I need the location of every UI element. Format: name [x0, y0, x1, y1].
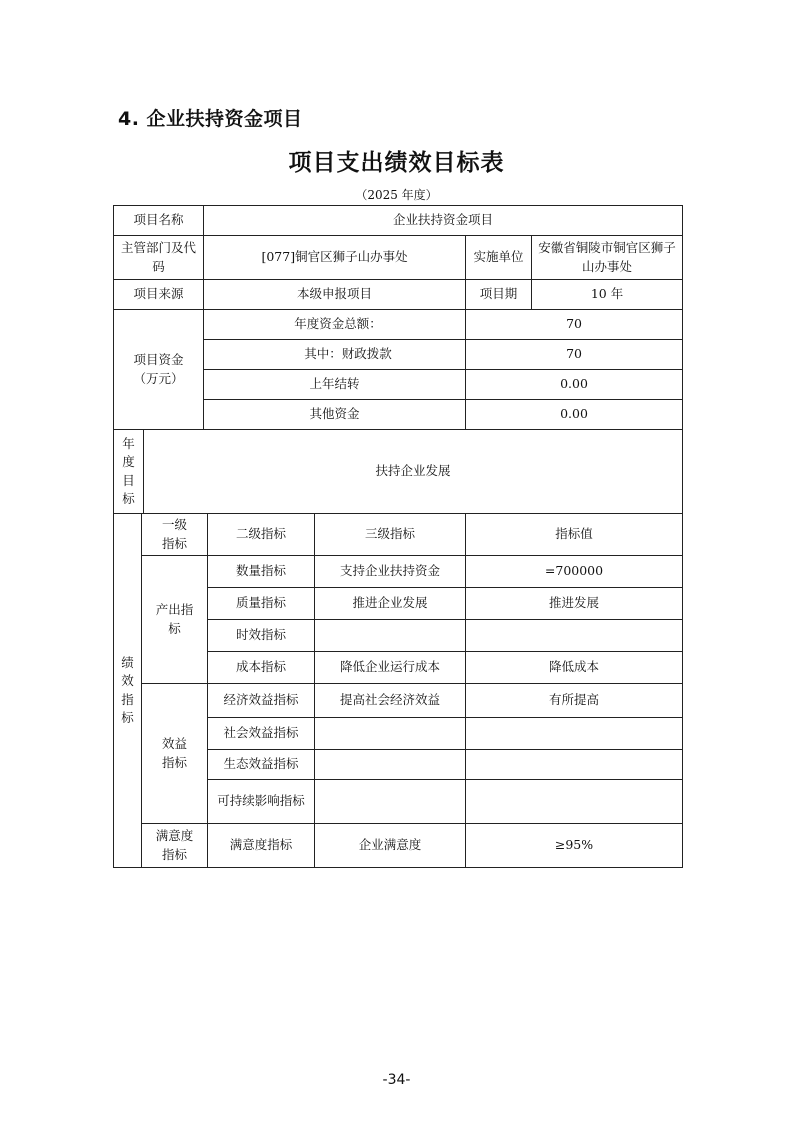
department-row	[114, 236, 683, 280]
annual-goal-row	[114, 430, 683, 514]
header-level1: 一级指标	[142, 514, 208, 556]
header-row	[114, 514, 683, 556]
performance-indicators-label	[114, 514, 142, 868]
project-period-label: 项目期	[466, 280, 532, 310]
funds-other-label: 其他资金	[204, 400, 466, 430]
project-info-table	[113, 205, 683, 514]
project-name-label: 项目名称	[114, 206, 204, 236]
project-source-label: 项目来源	[114, 280, 204, 310]
level3-cell: 推进企业发展	[315, 588, 466, 620]
table-row	[114, 556, 683, 588]
indicator-value-cell	[466, 620, 683, 652]
output-indicators-label: 产出指标	[142, 556, 208, 684]
project-name-row	[114, 206, 683, 236]
indicator-value-cell	[466, 780, 683, 824]
department-label: 主管部门及代码	[114, 236, 204, 280]
level2-cell: 社会效益指标	[208, 718, 315, 750]
funds-fiscal-label: 其中：财政拨款	[204, 340, 466, 370]
indicator-value-cell: 推进发展	[466, 588, 683, 620]
performance-table	[113, 513, 683, 868]
level2-cell: 满意度指标	[208, 824, 315, 868]
indicator-value-cell: 有所提高	[466, 684, 683, 718]
implementing-unit-value: 安徽省铜陵市铜官区狮子山办事处	[532, 236, 683, 280]
table-row	[114, 684, 683, 718]
annual-goal-value: 扶持企业发展	[144, 430, 683, 514]
project-funds-label-line2: （万元）	[133, 370, 184, 386]
annual-goal-label-text: 年 度 目 标	[122, 436, 135, 506]
annual-goal-label	[114, 430, 144, 514]
funds-other-value: 0.00	[466, 400, 683, 430]
funds-row	[114, 310, 683, 340]
level3-cell: 企业满意度	[315, 824, 466, 868]
level3-cell	[315, 620, 466, 652]
header-level2: 二级指标	[208, 514, 315, 556]
level2-cell: 成本指标	[208, 652, 315, 684]
indicator-value-cell: 降低成本	[466, 652, 683, 684]
level3-cell	[315, 780, 466, 824]
level2-cell: 质量指标	[208, 588, 315, 620]
level3-cell: 降低企业运行成本	[315, 652, 466, 684]
funds-carryover-label: 上年结转	[204, 370, 466, 400]
indicator-value-cell	[466, 718, 683, 750]
header-value: 指标值	[466, 514, 683, 556]
benefit-indicators-label: 效益指标	[142, 684, 208, 824]
document-year: （2025 年度）	[355, 188, 438, 202]
level3-cell	[315, 718, 466, 750]
level2-cell: 生态效益指标	[208, 750, 315, 780]
header-level3: 三级指标	[315, 514, 466, 556]
project-funds-label	[114, 310, 204, 430]
funds-total-value: 70	[466, 310, 683, 340]
table-row	[114, 824, 683, 868]
satisfaction-indicators-label: 满意度指标	[142, 824, 208, 868]
funds-total-label: 年度资金总额：	[204, 310, 466, 340]
level2-cell: 经济效益指标	[208, 684, 315, 718]
performance-indicators-label-text: 绩 效 指 标	[121, 655, 134, 725]
indicator-value-cell: ≥95%	[466, 824, 683, 868]
indicator-value-cell: =700000	[466, 556, 683, 588]
section-heading: 4. 企业扶持资金项目	[118, 108, 303, 130]
level2-cell: 时效指标	[208, 620, 315, 652]
level2-cell: 数量指标	[208, 556, 315, 588]
level3-cell: 提高社会经济效益	[315, 684, 466, 718]
funds-carryover-value: 0.00	[466, 370, 683, 400]
project-source-row	[114, 280, 683, 310]
document-title: 项目支出绩效目标表	[288, 150, 505, 176]
level3-cell	[315, 750, 466, 780]
level3-cell: 支持企业扶持资金	[315, 556, 466, 588]
department-value: [077]铜官区狮子山办事处	[204, 236, 466, 280]
level2-cell: 可持续影响指标	[208, 780, 315, 824]
implementing-unit-label: 实施单位	[466, 236, 532, 280]
project-source-value: 本级申报项目	[204, 280, 466, 310]
page-number: -34-	[382, 1072, 411, 1088]
indicator-value-cell	[466, 750, 683, 780]
project-period-value: 10 年	[532, 280, 683, 310]
project-name-value: 企业扶持资金项目	[204, 206, 683, 236]
project-funds-label-line1: 项目资金	[133, 352, 184, 368]
funds-fiscal-value: 70	[466, 340, 683, 370]
